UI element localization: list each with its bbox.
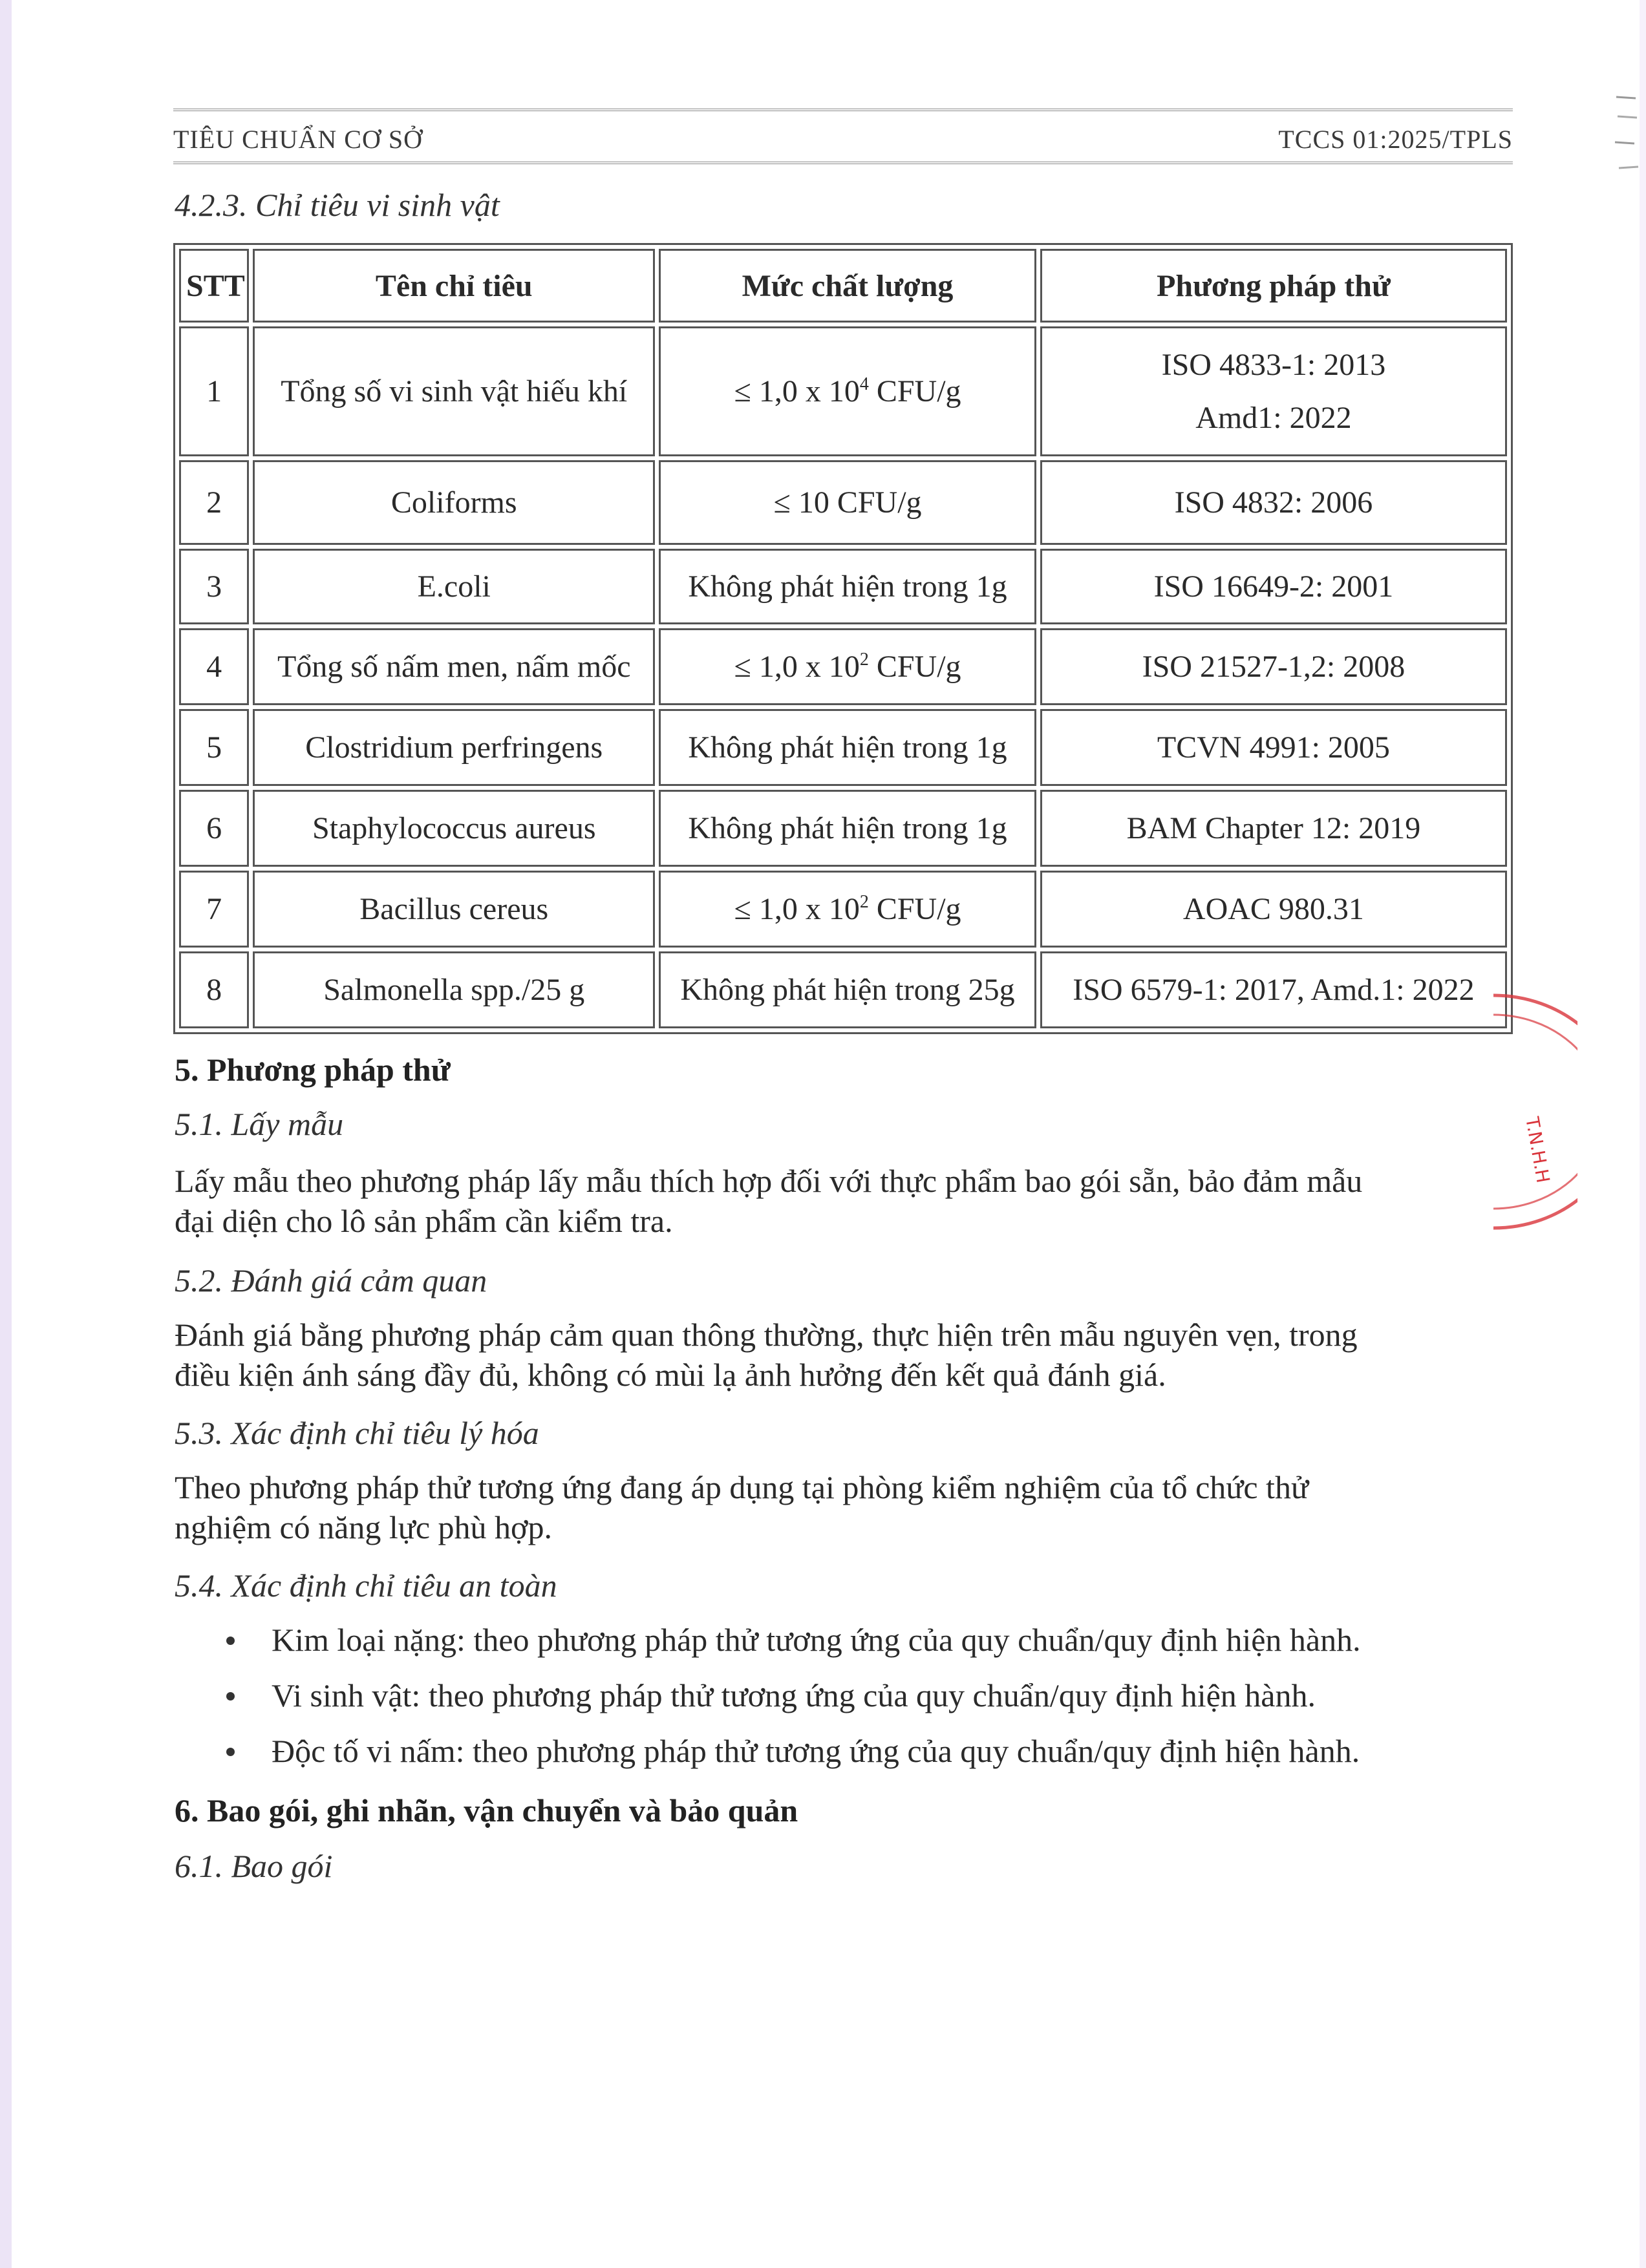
svg-text:T.N.H.H: T.N.H.H bbox=[1521, 1115, 1554, 1185]
company-seal-stamp bbox=[1487, 989, 1577, 1238]
table-row bbox=[179, 326, 1507, 456]
cell-test-method: BAM Chapter 12: 2019 bbox=[1040, 790, 1507, 867]
cell-test-method: ISO 6579-1: 2017, Amd.1: 2022 bbox=[1040, 951, 1507, 1028]
cell-stt: 6 bbox=[179, 790, 249, 867]
section-5-1-text: Lấy mẫu theo phương pháp lấy mẫu thích hợp đối với thực phẩm bao gói sẵn, bảo đảm mẫu đại diện cho lô sản phẩm cần kiểm tra. bbox=[175, 1163, 1363, 1239]
cell-quality-level: Không phát hiện trong 25g bbox=[659, 951, 1036, 1028]
scan-left-margin-strip bbox=[0, 0, 12, 2268]
section-4-2-3-title: 4.2.3. Chỉ tiêu vi sinh vật bbox=[175, 187, 500, 223]
cell-stt: 5 bbox=[179, 709, 249, 786]
scan-noise-icon bbox=[1610, 90, 1642, 181]
cell-stt: 7 bbox=[179, 871, 249, 948]
page-header bbox=[173, 109, 1513, 164]
section-5-2-text: Đánh giá bằng phương pháp cảm quan thông thường, thực hiện trên mẫu nguyên vẹn, trong điều kiện ánh sáng đầy đủ, không có mùi lạ ảnh hưởng đến kết quả đánh giá. bbox=[175, 1317, 1358, 1393]
col-header-quality-level: Mức chất lượng bbox=[659, 249, 1036, 323]
col-header-stt: STT bbox=[179, 249, 249, 323]
cell-criterion: E.coli bbox=[253, 549, 655, 624]
cell-quality-level: Không phát hiện trong 1g bbox=[659, 549, 1036, 624]
cell-quality-level: Không phát hiện trong 1g bbox=[659, 790, 1036, 867]
section-5-title: 5. Phương pháp thử bbox=[175, 1052, 451, 1088]
cell-stt: 3 bbox=[179, 549, 249, 624]
header-standard-code: TCCS 01:2025/TPLS bbox=[1278, 125, 1513, 154]
section-5-4-title: 5.4. Xác định chỉ tiêu an toàn bbox=[175, 1567, 557, 1604]
section-5-2-title: 5.2. Đánh giá cảm quan bbox=[175, 1262, 487, 1298]
cell-test-method: ISO 4833-1: 2013 Amd1: 2022 bbox=[1040, 326, 1507, 456]
cell-stt: 1 bbox=[179, 326, 249, 456]
table-row bbox=[179, 790, 1507, 867]
table-row bbox=[179, 709, 1507, 786]
cell-stt: 4 bbox=[179, 628, 249, 705]
cell-test-method: ISO 21527-1,2: 2008 bbox=[1040, 628, 1507, 705]
scan-edge-marks bbox=[1610, 90, 1642, 184]
cell-test-method: ISO 4832: 2006 bbox=[1040, 460, 1507, 545]
stamp-icon bbox=[1487, 989, 1577, 1235]
cell-criterion: Tổng số vi sinh vật hiếu khí bbox=[253, 326, 655, 456]
cell-criterion: Clostridium perfringens bbox=[253, 709, 655, 786]
table-header-row bbox=[179, 249, 1507, 323]
cell-criterion: Coliforms bbox=[253, 460, 655, 545]
list-item: Độc tố vi nấm: theo phương pháp thử tương ứng của quy chuẩn/quy định hiện hành. bbox=[175, 1731, 1500, 1786]
table-row bbox=[179, 549, 1507, 624]
table-row bbox=[179, 460, 1507, 545]
table-row bbox=[179, 951, 1507, 1028]
cell-criterion: Bacillus cereus bbox=[253, 871, 655, 948]
cell-criterion: Tổng số nấm men, nấm mốc bbox=[253, 628, 655, 705]
list-item: Vi sinh vật: theo phương pháp thử tương ứng của quy chuẩn/quy định hiện hành. bbox=[175, 1675, 1500, 1731]
table-row bbox=[179, 871, 1507, 948]
col-header-criterion: Tên chỉ tiêu bbox=[253, 249, 655, 323]
section-5-1-title: 5.1. Lấy mẫu bbox=[175, 1106, 344, 1142]
section-5-3-title: 5.3. Xác định chỉ tiêu lý hóa bbox=[175, 1415, 539, 1451]
list-item: Kim loại nặng: theo phương pháp thử tương ứng của quy chuẩn/quy định hiện hành. bbox=[175, 1620, 1500, 1675]
table-row bbox=[179, 628, 1507, 705]
scan-right-margin-strip bbox=[1640, 0, 1646, 2268]
cell-stt: 2 bbox=[179, 460, 249, 545]
cell-quality-level: ≤ 10 CFU/g bbox=[659, 460, 1036, 545]
cell-test-method: TCVN 4991: 2005 bbox=[1040, 709, 1507, 786]
cell-quality-level: ≤ 1,0 x $10^2$ CFU/g bbox=[659, 628, 1036, 705]
section-5-3-text: Theo phương pháp thử tương ứng đang áp dụng tại phòng kiểm nghiệm của tổ chức thử nghiệm có năng lực phù hợp. bbox=[175, 1469, 1309, 1545]
section-6-title: 6. Bao gói, ghi nhãn, vận chuyển và bảo quản bbox=[175, 1792, 798, 1828]
cell-quality-level: ≤ 1,0 x $10^4$ CFU/g bbox=[659, 326, 1036, 456]
cell-criterion: Staphylococcus aureus bbox=[253, 790, 655, 867]
cell-stt: 8 bbox=[179, 951, 249, 1028]
cell-test-method: AOAC 980.31 bbox=[1040, 871, 1507, 948]
section-6-1-title: 6.1. Bao gói bbox=[175, 1848, 333, 1884]
microbiological-criteria-table bbox=[173, 243, 1513, 1034]
cell-criterion: Salmonella spp./25 g bbox=[253, 951, 655, 1028]
cell-quality-level: Không phát hiện trong 1g bbox=[659, 709, 1036, 786]
col-header-test-method: Phương pháp thử bbox=[1040, 249, 1507, 323]
safety-criteria-list bbox=[175, 1620, 1500, 1786]
cell-test-method: ISO 16649-2: 2001 bbox=[1040, 549, 1507, 624]
cell-quality-level: ≤ 1,0 x $10^2$ CFU/g bbox=[659, 871, 1036, 948]
header-standard-type: TIÊU CHUẨN CƠ SỞ bbox=[173, 125, 423, 154]
